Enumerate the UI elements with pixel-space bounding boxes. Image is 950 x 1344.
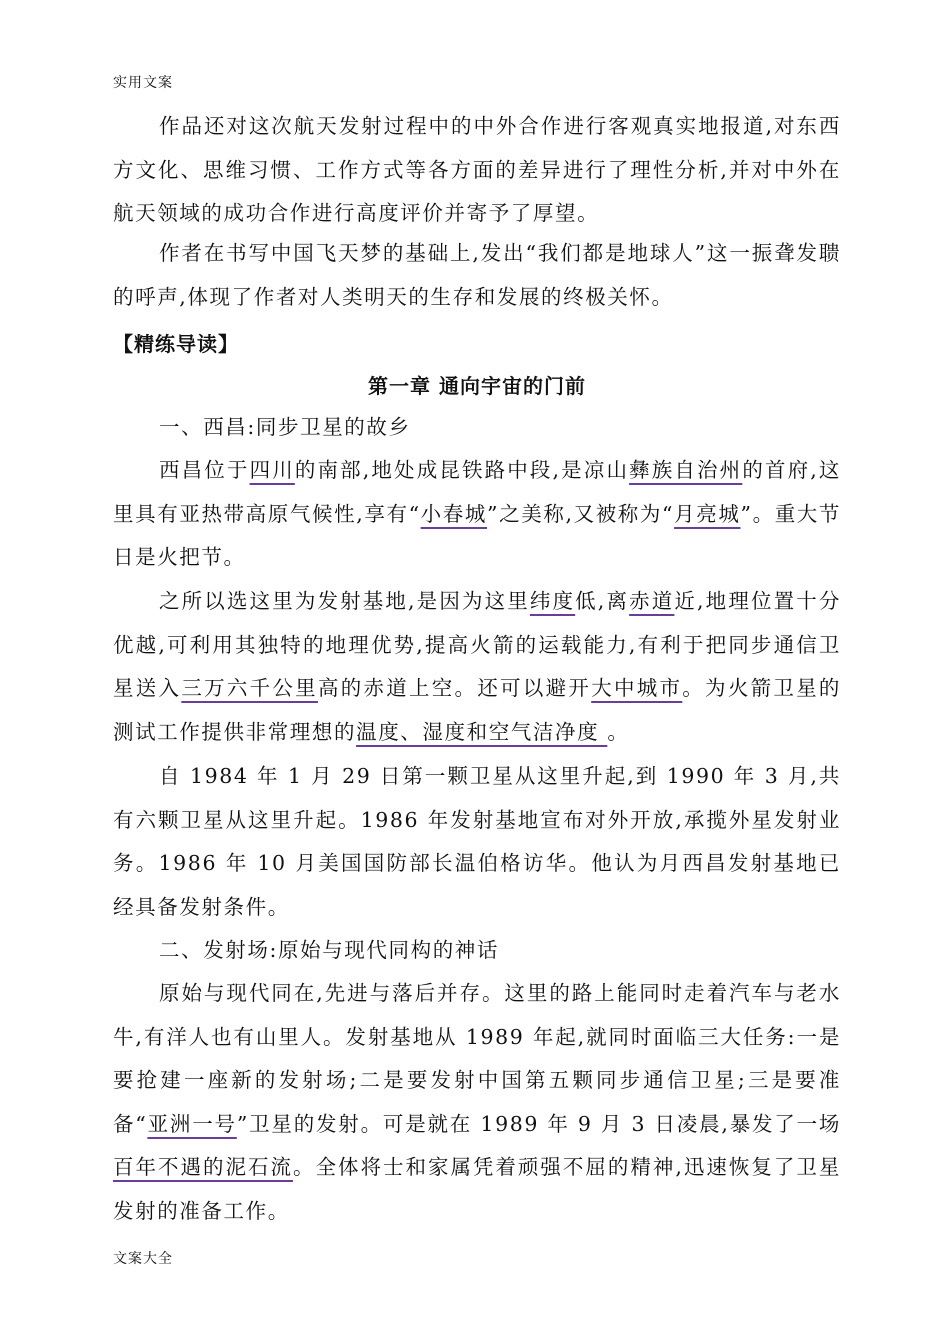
section-1-paragraph-2: 之所以选这里为发射基地,是因为这里纬度低,离赤道近,地理位置十分优越,可利用其独特的地理优势,提高火箭的运载能力,有利于把同步通信卫星送入三万六千公里高的赤道上空。还可以避开大中城市。为火箭卫星的测试工作提供非常理想的温度、湿度和空气洁净度 。: [113, 589, 842, 744]
section-2-title: 二、发射场:原始与现代同构的神话: [159, 938, 500, 962]
key-term: 三万六千公里: [181, 676, 318, 700]
key-term: 纬度: [529, 589, 576, 613]
section-2-paragraph-1: 原始与现代同在,先进与落后并存。这里的路上能同时走着汽车与老水牛,有洋人也有山里人。发射基地从 1989 年起,就同时面临三大任务:一是要抢建一座新的发射场;二是要发射中国第五颗同步通信卫星;三是要准备“亚洲一号”卫星的发射。可是就在 1989 年 9 月 3 日凌晨,暴发了一场百年不遇的泥石流。全体将士和家属凭着顽强不屈的精神,迅速恢复了卫星发射的准备工作。: [113, 981, 842, 1223]
key-term: 亚洲一号: [147, 1111, 237, 1136]
key-term: 大中城市: [591, 676, 683, 700]
key-term: 小春城: [420, 501, 488, 526]
page-footer: 文案大全: [113, 1251, 173, 1267]
intro-paragraph-1: 作品还对这次航天发射过程中的中外合作进行客观真实地报道,对东西方文化、思维习惯、工作方式等各方面的差异进行了理性分析,并对中外在航天领域的成功合作进行高度评价并寄予了厚望。: [113, 114, 841, 225]
key-term: 温度、湿度和空气洁净度: [356, 719, 608, 744]
chapter-title: 第一章 通向宇宙的门前: [368, 374, 586, 398]
section-1-paragraph-1: 西昌位于四川的南部,地处成昆铁路中段,是凉山彝族自治州的首府,这里具有亚热带高原气候性,享有“小春城”之美称,又被称为“月亮城”。重大节日是火把节。: [113, 458, 842, 569]
key-term: 彝族自治州: [629, 458, 743, 482]
key-term: 月亮城: [674, 501, 741, 526]
intro-paragraph-2: 作者在书写中国飞天梦的基础上,发出“我们都是地球人”这一振聋发聩的呼声,体现了作者对人类明天的生存和发展的终极关怀。: [113, 241, 841, 309]
section-1-title: 一、西昌:同步卫星的故乡: [159, 415, 411, 439]
key-term: 四川: [249, 458, 295, 482]
page-header: 实用文案: [113, 75, 173, 91]
section-1-paragraph-3: 自 1984 年 1 月 29 日第一颗卫星从这里升起,到 1990 年 3 月,共有六颗卫星从这里升起。1986 年发射基地宣布对外开放,承揽外星发射业务。1986 年 10 月美国国防部长温伯格访华。他认为月西昌发射基地已经具备发射条件。: [113, 764, 841, 919]
section-heading: 【精练导读】: [113, 332, 239, 356]
key-term: 赤道: [629, 589, 675, 613]
key-term: 百年不遇的泥石流: [113, 1155, 293, 1179]
